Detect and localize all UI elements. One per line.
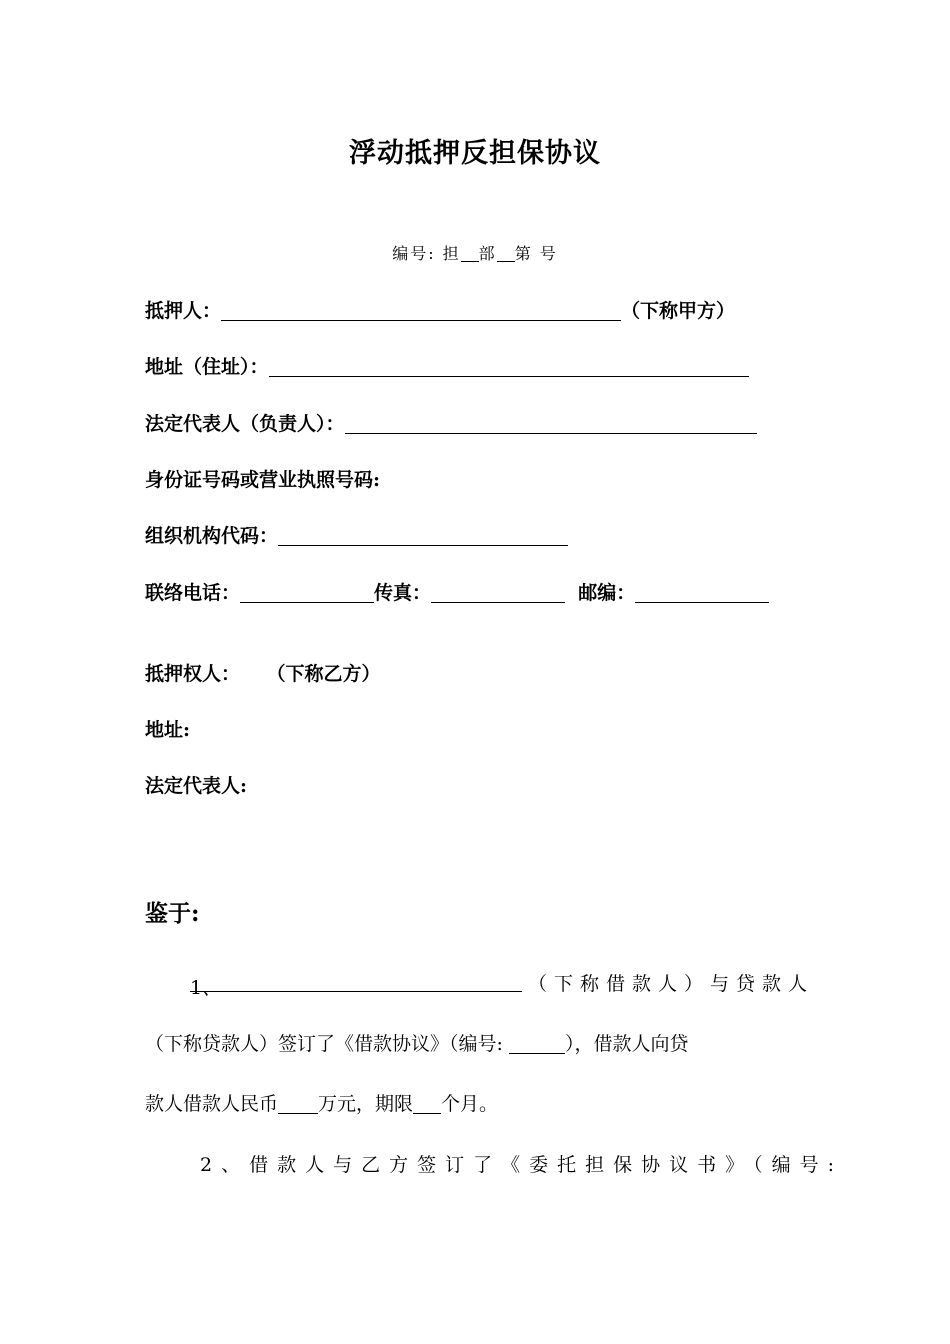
- item-1-number: 1、: [190, 977, 222, 999]
- mortgagee-row: [145, 659, 381, 686]
- loan-amount-blank[interactable]: [278, 1095, 318, 1114]
- phone-blank[interactable]: [240, 584, 374, 603]
- whereas-item-1-line-3: [145, 1089, 498, 1116]
- org-code-row: [145, 521, 568, 548]
- doc-no-blank-2[interactable]: [497, 245, 515, 262]
- mortgagee-address-row: [145, 715, 190, 742]
- item-1-text-c2: 万元，期限: [318, 1093, 414, 1115]
- mortgagee-label: 抵押权人：: [145, 663, 241, 685]
- borrower-blank[interactable]: [190, 973, 522, 999]
- item-1-text-c1: 款人借款人民币: [145, 1093, 279, 1115]
- mortgagee-legal-rep-row: [145, 771, 247, 798]
- address-label: 地址（住址）：: [145, 356, 269, 378]
- phone-label: 联络电话：: [145, 582, 241, 604]
- legal-rep-row: [145, 409, 757, 436]
- item-1-text-c3: 个月。: [441, 1093, 499, 1115]
- doc-no-di: 第: [514, 244, 533, 263]
- whereas-item-1-line-2: [145, 1029, 688, 1056]
- item-1-text-a: （下称借款人）与贷款人: [528, 973, 815, 995]
- mortgagor-label: 抵押人：: [145, 300, 222, 322]
- document-title: 浮动抵押反担保协议: [349, 138, 601, 169]
- document-number: [0, 241, 950, 264]
- item-1-text-b1: （下称贷款人）签订了《借款协议》（编号:: [145, 1033, 503, 1055]
- legal-rep-label: 法定代表人（负责人）：: [145, 413, 345, 435]
- fax-blank[interactable]: [431, 584, 565, 603]
- doc-no-end: 号: [539, 244, 558, 263]
- address-blank[interactable]: [269, 358, 749, 377]
- address-row: [145, 352, 749, 379]
- fax-label: 传真：: [374, 582, 432, 604]
- postcode-label: 邮编：: [578, 582, 636, 604]
- mortgagee-address-label: 地址:: [145, 719, 191, 741]
- doc-no-label: 编号: 担: [392, 244, 461, 263]
- org-code-blank[interactable]: [278, 527, 568, 546]
- contact-row: [145, 578, 769, 605]
- doc-no-mid: 部: [478, 244, 497, 263]
- org-code-label: 组织机构代码：: [145, 525, 279, 547]
- loan-agreement-no-blank[interactable]: [509, 1035, 565, 1054]
- mortgagor-blank[interactable]: [221, 302, 621, 321]
- doc-no-blank-1[interactable]: [461, 245, 479, 262]
- postcode-blank[interactable]: [635, 584, 769, 603]
- whereas-item-2: 2、借款人与乙方签订了《委托担保协议书》（编号:: [200, 1154, 843, 1176]
- loan-term-blank[interactable]: [413, 1095, 441, 1114]
- mortgagor-suffix: （下称甲方）: [621, 300, 736, 322]
- mortgagor-row: [145, 296, 735, 323]
- legal-rep-blank[interactable]: [345, 415, 757, 434]
- whereas-item-1-line-1: [190, 969, 815, 999]
- id-number-label: 身份证号码或营业执照号码:: [145, 469, 381, 491]
- whereas-heading: 鉴于:: [145, 900, 200, 927]
- id-number-row: [145, 465, 380, 492]
- item-1-text-b2: ），借款人向贷: [564, 1033, 689, 1055]
- mortgagee-suffix: （下称乙方）: [266, 663, 381, 685]
- mortgagee-legal-rep-label: 法定代表人:: [145, 775, 248, 797]
